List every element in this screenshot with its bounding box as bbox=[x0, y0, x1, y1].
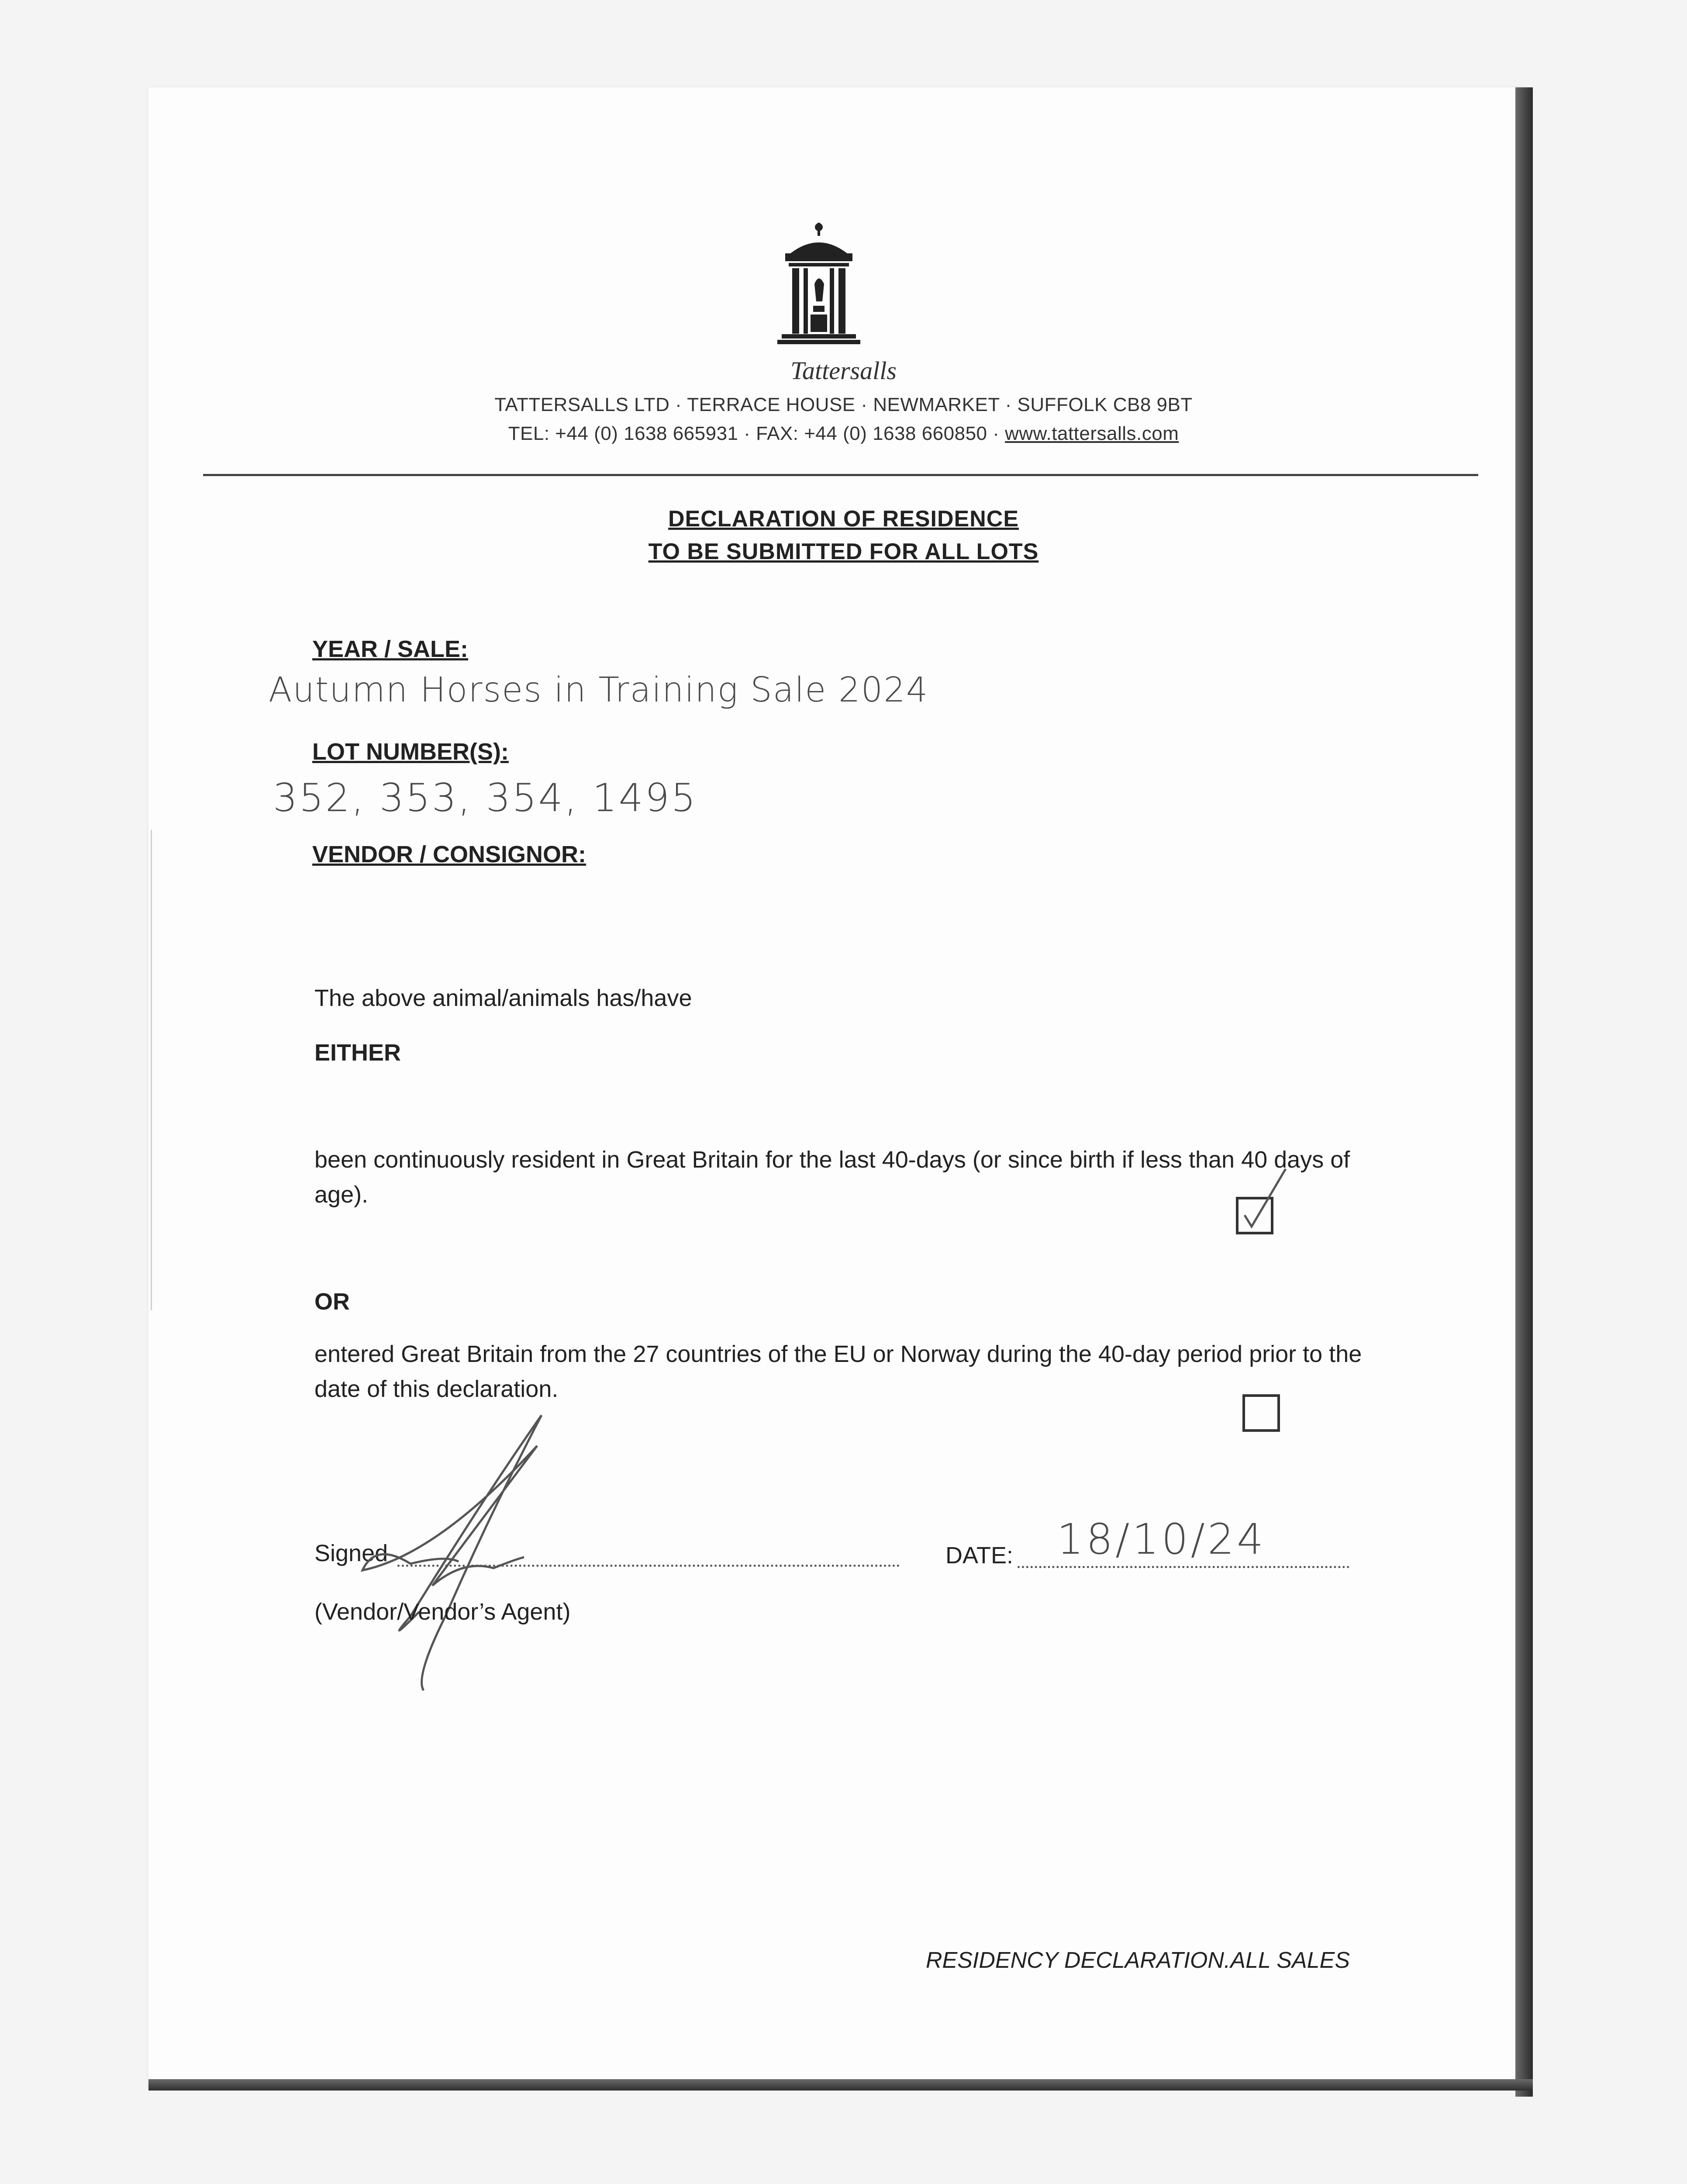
scan-edge-right bbox=[1515, 87, 1533, 2097]
lot-numbers-label: LOT NUMBER(S): bbox=[312, 739, 509, 765]
website-link[interactable]: www.tattersalls.com bbox=[1005, 423, 1179, 444]
vendor-consignor-label: VENDOR / CONSIGNOR: bbox=[312, 841, 586, 867]
header-divider bbox=[203, 474, 1478, 476]
year-sale-label: YEAR / SALE: bbox=[312, 636, 469, 662]
contact-phone-fax: TEL: +44 (0) 1638 665931 · FAX: +44 (0) 1638 660850 · bbox=[508, 423, 1005, 444]
checkmark-icon bbox=[1239, 1199, 1271, 1232]
address-line: TATTERSALLS LTD · TERRACE HOUSE · NEWMARKET · SUFFOLK CB8 9BT bbox=[494, 394, 1193, 415]
intro-text: The above animal/animals has/have bbox=[314, 985, 692, 1011]
signed-label: Signed bbox=[314, 1540, 388, 1566]
either-label: EITHER bbox=[314, 1040, 401, 1066]
date-value[interactable]: 18/10/24 bbox=[1057, 1515, 1266, 1564]
date-label: DATE: bbox=[945, 1542, 1014, 1569]
scan-edge-left bbox=[151, 830, 152, 1310]
option1-text: been continuously resident in Great Britain for the last 40-days (or since birth if less than 40 days of age). bbox=[314, 1147, 1350, 1208]
scan-edge-bottom bbox=[148, 2079, 1533, 2091]
option2-text: entered Great Britain from the 27 countries of the EU or Norway during the 40-day period prior to the date of this declaration. bbox=[314, 1341, 1362, 1402]
signatory-role: (Vendor/Vendor’s Agent) bbox=[314, 1599, 571, 1625]
date-line[interactable] bbox=[1018, 1566, 1349, 1568]
document-page bbox=[148, 87, 1526, 2088]
option1-checkbox[interactable] bbox=[1236, 1197, 1273, 1234]
or-label: OR bbox=[314, 1289, 350, 1315]
tattersalls-logo-icon bbox=[773, 223, 865, 354]
contact-line bbox=[0, 423, 1687, 445]
footer-reference: RESIDENCY DECLARATION.ALL SALES bbox=[926, 1948, 1350, 1973]
document-subtitle: TO BE SUBMITTED FOR ALL LOTS bbox=[648, 539, 1039, 564]
document-title: DECLARATION OF RESIDENCE bbox=[668, 506, 1019, 532]
handwritten-signature bbox=[306, 1411, 699, 1717]
brand-name: Tattersalls bbox=[790, 356, 897, 385]
option2-checkbox[interactable] bbox=[1242, 1394, 1280, 1432]
year-sale-value[interactable]: Autumn Horses in Training Sale 2024 bbox=[269, 670, 929, 710]
lot-numbers-value[interactable]: 352, 353, 354, 1495 bbox=[273, 775, 697, 820]
